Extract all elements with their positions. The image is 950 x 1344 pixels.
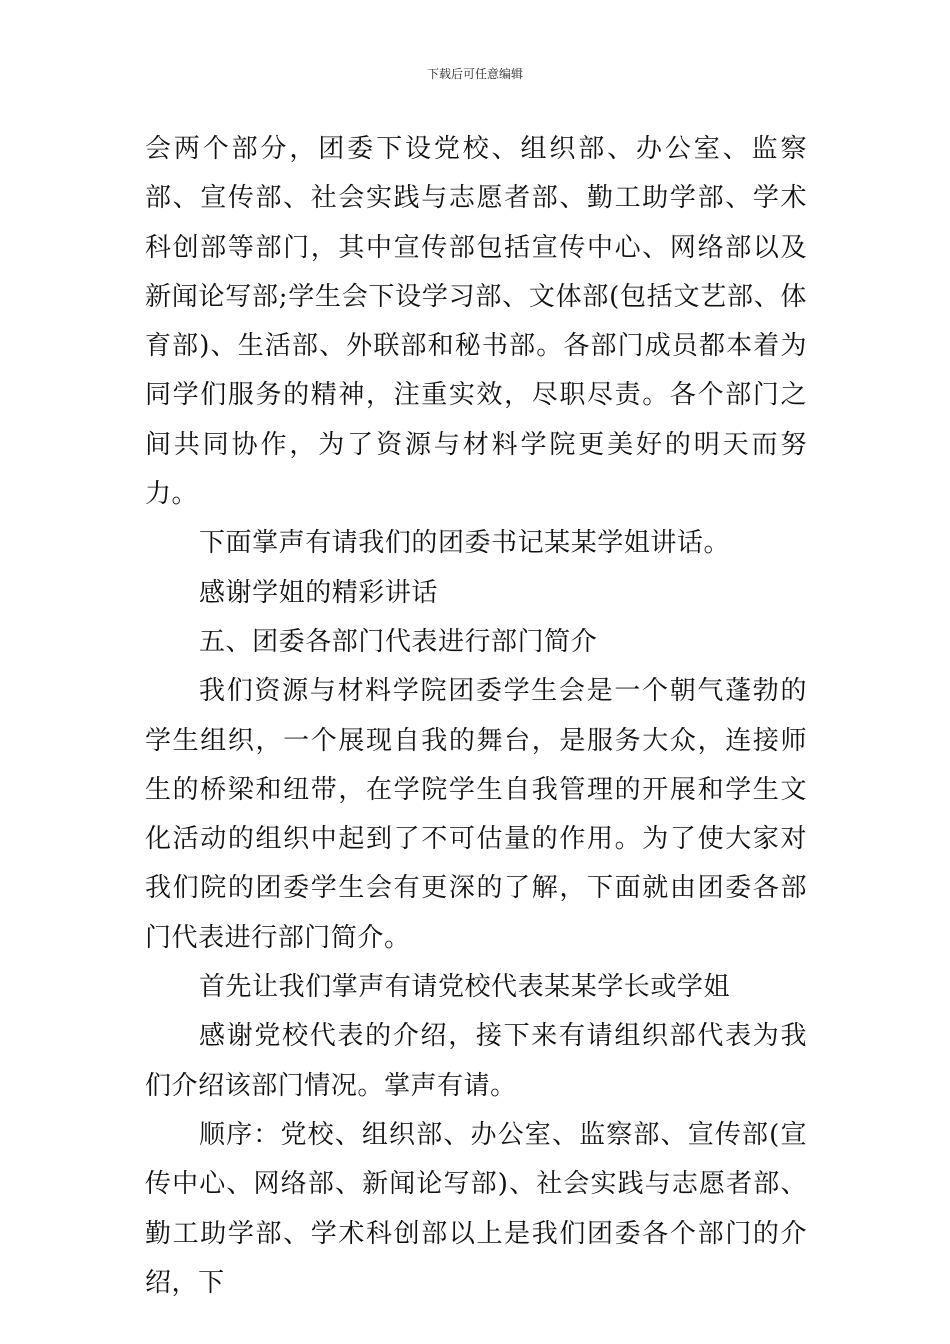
paragraph-thanks-speech: 感谢学姐的精彩讲话 bbox=[199, 577, 438, 608]
paragraph-invite-secretary: 下面掌声有请我们的团委书记某某学姐讲话。 bbox=[199, 528, 731, 559]
paragraph-order: 顺序：党校、组织部、办公室、监察部、宣传部(宣传中心、网络部、新闻论写部)、社会实践与志愿者部、勤工助学部、学术科创部以上是我们团委各个部门的介绍，下 bbox=[145, 1119, 807, 1298]
page-header-note: 下载后可任意编辑 bbox=[426, 67, 523, 81]
paragraph-org-intro: 我们资源与材料学院团委学生会是一个朝气蓬勃的学生组织，一个展现自我的舞台，是服务大众，连接师生的桥梁和纽带，在学院学生自我管理的开展和学生文化活动的组织中起到了不可估量的作用。为了使大家对我们院的团委学生会有更深的了解，下面就由团委各部门代表进行部门简介。 bbox=[145, 676, 807, 953]
document-body bbox=[145, 125, 807, 1308]
paragraph-invite-party-school: 首先让我们掌声有请党校代表某某学长或学姐 bbox=[199, 972, 731, 1003]
section-heading-five: 五、团委各部门代表进行部门简介 bbox=[199, 626, 598, 657]
paragraph-continuation: 会两个部分，团委下设党校、组织部、办公室、监察部、宣传部、社会实践与志愿者部、勤工助学部、学术科创部等部门，其中宣传部包括宣传中心、网络部以及新闻论写部;学生会下设学习部、文体部(包括文艺部、体育部)、生活部、外联部和秘书部。各部门成员都本着为同学们服务的精神，注重实效，尽职尽责。各个部门之间共同协作，为了资源与材料学院更美好的明天而努力。 bbox=[145, 134, 807, 510]
paragraph-thanks-party-school: 感谢党校代表的介绍，接下来有请组织部代表为我们介绍该部门情况。掌声有请。 bbox=[145, 1021, 807, 1101]
